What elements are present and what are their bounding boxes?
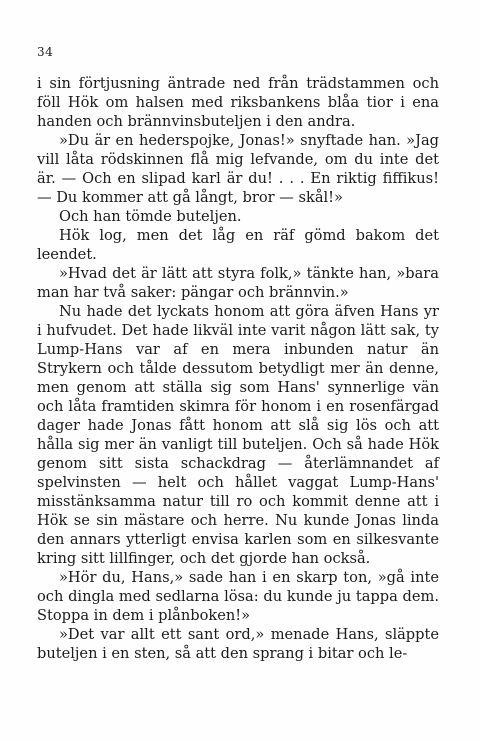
paragraph: Hök log, men det låg en räf gömd bakom det leendet. [37,227,439,263]
page-number: 34 [37,45,54,59]
paragraph: i sin förtjusning äntrade ned från trädstammen och föll Hök om halsen med riksbankens blåa tior i ena handen och brännvinsbuteljen i den andra. [37,75,439,130]
paragraph: »Hör du, Hans,» sade han i en skarp ton, »gå inte och dingla med sedlarna lösa: du kunde ju tappa dem. Stoppa in dem i plånboken!» [37,569,439,624]
paragraph: Nu hade det lyckats honom att göra äfven Hans yr i hufvudet. Det hade likväl inte varit någon lätt sak, ty Lump-Hans var af en mera inbunden natur än Strykern och tålde dessutom betydligt mer än denne, men genom att ställa sig som Hans' synnerlige vän och låta framtiden skimra för honom i en rosenfärgad dager hade Jonas fått honom att slå sig lös och att hålla sig mer än vanligt till buteljen. Och så hade Hök genom sitt sista schackdrag — återlämnandet af spelvinsten — helt och hållet vaggat Lump-Hans' misstänksamma natur till ro och kommit denne att i Hök se sin mästare och herre. Nu kunde Jonas linda den annars ytterligt envisa karlen som en silkesvante kring sitt lillfinger, och det gjorde han också. [37,303,439,567]
body-text [37,74,439,663]
paragraph: Och han tömde buteljen. [59,208,242,225]
paragraph: »Det var allt ett sant ord,» menade Hans, släppte buteljen i en sten, så att den sprang i bitar och le- [37,626,439,662]
paragraph: »Hvad det är lätt att styra folk,» tänkte han, »bara man har två saker: pängar och brännvin.» [37,265,439,301]
paragraph: »Du är en hederspojke, Jonas!» snyftade han. »Jag vill låta rödskinnen flå mig lefvande, om du inte det är. — Och en slipad karl är du! . . . En riktig fiffikus! — Du kommer att gå långt, bror — skål!» [37,132,439,206]
